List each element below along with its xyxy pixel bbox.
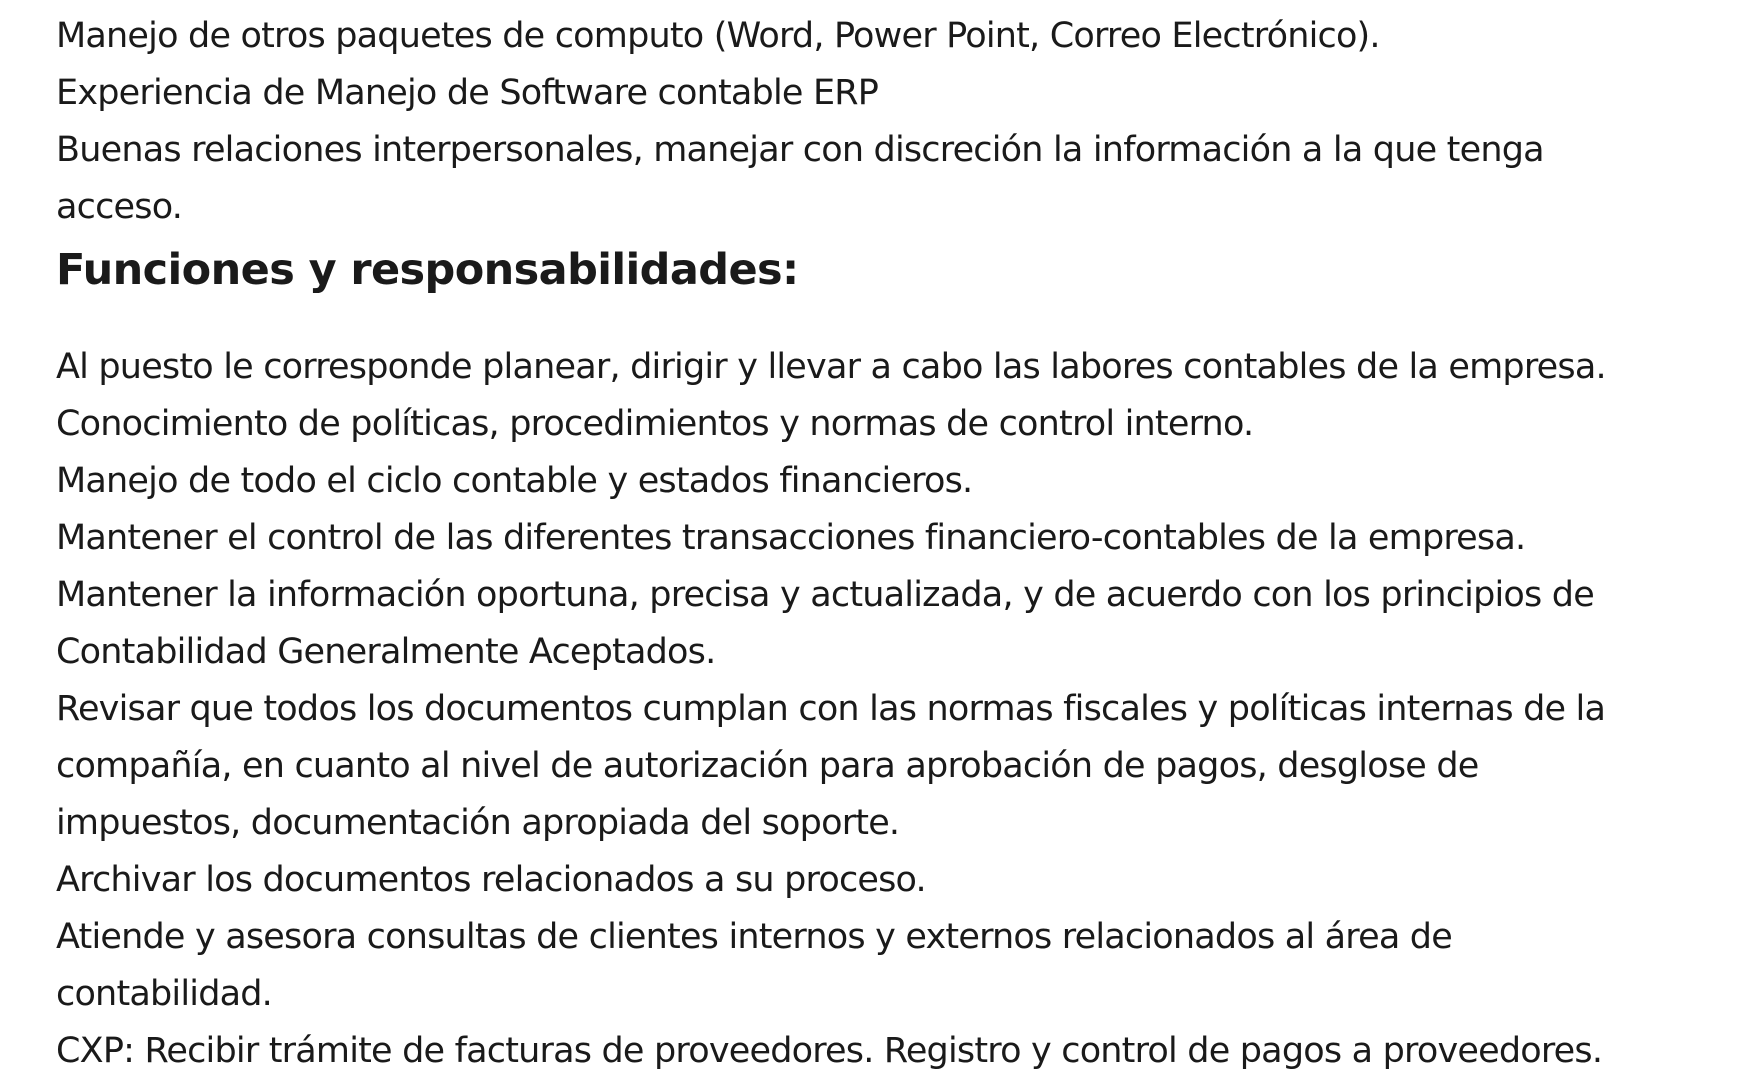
function-line: impuestos, documentación apropiada del soporte. — [56, 803, 900, 843]
function-line: Mantener la información oportuna, precisa y actualizada, y de acuerdo con los principios de — [56, 575, 1594, 615]
function-line: contabilidad. — [56, 974, 273, 1014]
requirement-line: Experiencia de Manejo de Software contable ERP — [56, 73, 879, 113]
requirement-line: acceso. — [56, 187, 183, 227]
function-line: CXP: Recibir trámite de facturas de proveedores. Registro y control de pagos a proveedores. — [56, 1031, 1603, 1071]
section-heading: Funciones y responsabilidades: — [56, 245, 799, 295]
function-line: Archivar los documentos relacionados a su proceso. — [56, 860, 926, 900]
function-line: Mantener el control de las diferentes transacciones financiero-contables de la empresa. — [56, 518, 1526, 558]
requirements-list — [56, 8, 1544, 236]
function-line: Al puesto le corresponde planear, dirigir y llevar a cabo las labores contables de la empresa. — [56, 347, 1606, 387]
function-line: compañía, en cuanto al nivel de autorización para aprobación de pagos, desglose de — [56, 746, 1479, 786]
function-line: Contabilidad Generalmente Aceptados. — [56, 632, 716, 672]
requirement-line: Buenas relaciones interpersonales, manejar con discreción la información a la que tenga — [56, 130, 1544, 170]
requirement-line: Manejo de otros paquetes de computo (Word, Power Point, Correo Electrónico). — [56, 16, 1380, 56]
functions-list — [56, 339, 1606, 1080]
function-line: Manejo de todo el ciclo contable y estados financieros. — [56, 461, 973, 501]
function-line: Conocimiento de políticas, procedimientos y normas de control interno. — [56, 404, 1254, 444]
function-line: Atiende y asesora consultas de clientes internos y externos relacionados al área de — [56, 917, 1452, 957]
function-line: Revisar que todos los documentos cumplan con las normas fiscales y políticas internas de la — [56, 689, 1606, 729]
